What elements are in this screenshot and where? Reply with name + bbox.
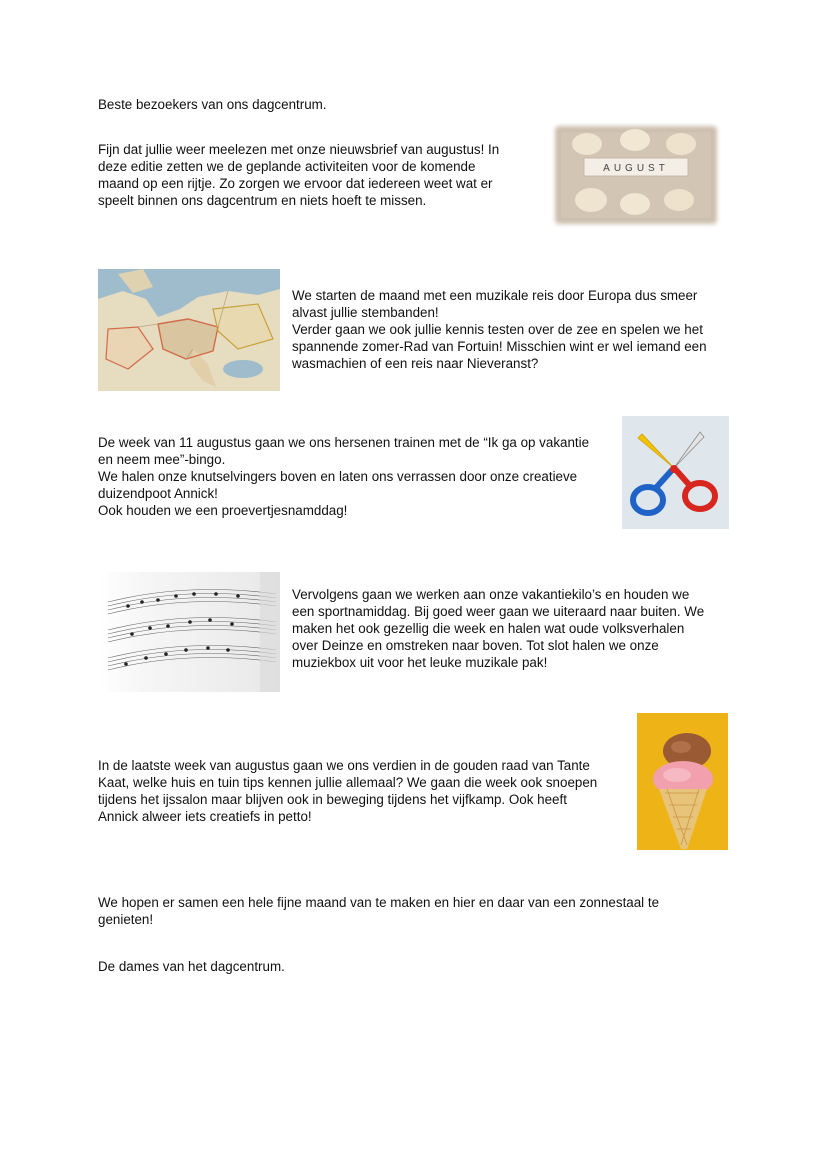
greeting: Beste bezoekers van ons dagcentrum.	[98, 97, 327, 112]
text-line: maken het ook gezellig die week en halen wat oude volksverhalen	[292, 621, 685, 636]
text-line: en neem mee”-bingo.	[98, 452, 226, 467]
ice-cream-photo	[637, 713, 728, 850]
section4-paragraph	[98, 757, 597, 825]
text-line: Verder gaan we ook jullie kennis testen over de zee en spelen we het	[292, 322, 703, 337]
text-line: over Deinze en omstreken naar boven. Tot slot halen we onze	[292, 638, 659, 653]
signature: De dames van het dagcentrum.	[98, 959, 285, 974]
sheet-music-photo	[98, 572, 280, 692]
text-line: genieten!	[98, 912, 154, 927]
scissors-photo	[622, 416, 729, 529]
text-line: In de laatste week van augustus gaan we ons verdien in de gouden raad van Tante	[98, 758, 590, 773]
text-line: De week van 11 augustus gaan we ons hersenen trainen met de “Ik ga op vakantie	[98, 435, 590, 450]
text-line: spannende zomer-Rad van Fortuin! Misschien wint er wel iemand een	[292, 339, 707, 354]
august-sign-text: AUGUST	[603, 163, 669, 174]
text-line: deze editie zetten we de geplande activiteiten voor de komende	[98, 159, 476, 174]
august-shells-photo	[551, 122, 721, 228]
text-line: alvast jullie stembanden!	[292, 305, 439, 320]
text-line: wasmachien of een reis naar Nieveranst?	[292, 356, 539, 371]
text-line: maand op een rijtje. Zo zorgen we ervoor dat iedereen weet wat er	[98, 176, 493, 191]
text-line: Kaat, welke huis en tuin tips kennen jullie allemaal? We gaan die week ook snoepen	[98, 775, 598, 790]
text-line: Fijn dat jullie weer meelezen met onze nieuwsbrief van augustus! In	[98, 142, 500, 157]
text-line: tijdens het ijssalon maar blijven ook in beweging tijdens het vijfkamp. Ook heeft	[98, 792, 567, 807]
section2-paragraph	[98, 434, 589, 519]
text-line: Vervolgens gaan we werken aan onze vakantiekilo’s en houden we	[292, 587, 690, 602]
text-line: We hopen er samen een hele fijne maand van te maken en hier en daar van een zonnestaal te	[98, 895, 660, 910]
text-line: duizendpoot Annick!	[98, 486, 218, 501]
intro-paragraph	[98, 141, 499, 209]
text-line: Ook houden we een proevertjesnamddag!	[98, 503, 348, 518]
text-line: speelt binnen ons dagcentrum en niets hoeft te missen.	[98, 193, 427, 208]
section3-paragraph	[292, 586, 704, 671]
europe-map-photo	[98, 269, 280, 391]
closing-paragraph	[98, 894, 659, 928]
text-line: een sportnamiddag. Bij goed weer gaan we uiteraard naar buiten. We	[292, 604, 705, 619]
text-line: muziekbox uit voor het leuke muzikale pak!	[292, 655, 548, 670]
section1-paragraph	[292, 287, 707, 372]
text-line: We starten de maand met een muzikale reis door Europa dus smeer	[292, 288, 698, 303]
text-line: We halen onze knutselvingers boven en laten ons verrassen door onze creatieve	[98, 469, 578, 484]
text-line: Annick alweer iets creatiefs in petto!	[98, 809, 312, 824]
